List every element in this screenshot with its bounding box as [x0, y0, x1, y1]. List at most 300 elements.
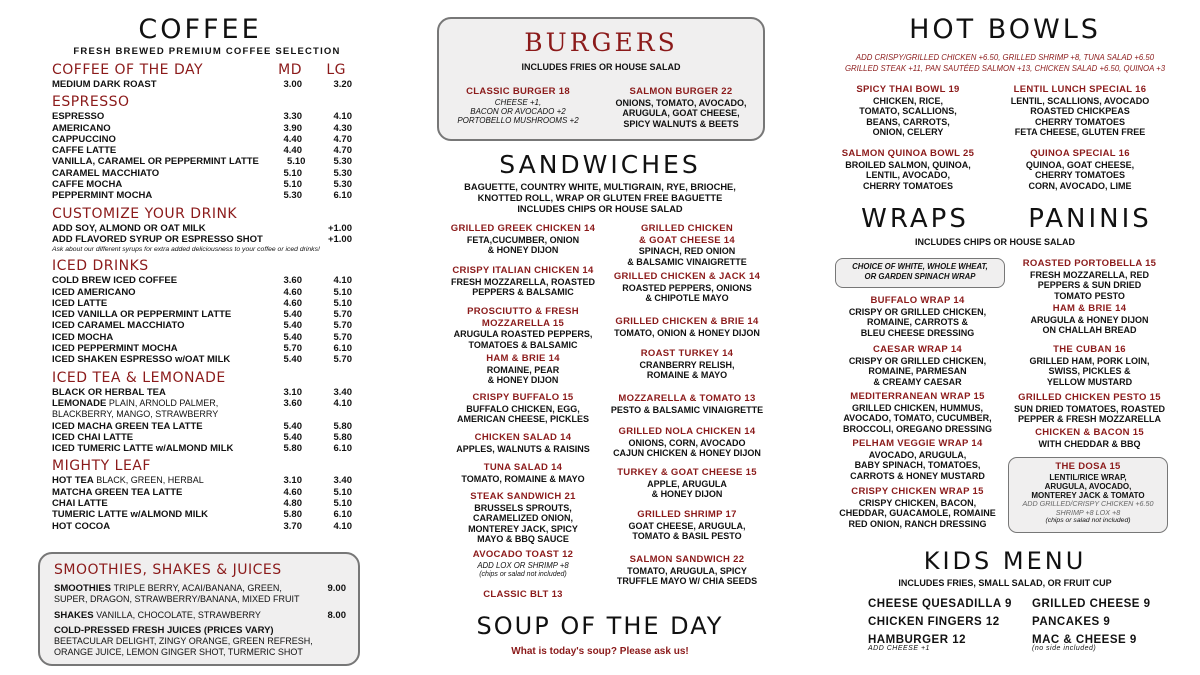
item-desc: CRISPY CHICKEN, BACON, CHEDDAR, GUACAMOLE, ROMAINE RED ONION, RANCH DRESSING	[839, 497, 996, 529]
item-label: ICED MACHA GREEN TEA LATTE	[52, 420, 203, 432]
price-md: 4.60	[283, 297, 302, 309]
price-md: 4.40	[283, 133, 302, 145]
item-name: ROASTED PORTOBELLA 15	[1022, 258, 1157, 269]
item-desc: TRIPLE BERRY, ACAI/BANANA, GREEN,	[113, 583, 282, 593]
price-lg: 5.10	[333, 498, 352, 510]
item-name	[52, 190, 252, 201]
menu-item	[597, 393, 777, 415]
item-name: TURKEY & GOAT CHEESE 15	[617, 467, 757, 478]
item-name: BUFFALO WRAP 14	[870, 295, 965, 306]
leaf-list	[52, 475, 352, 531]
item-label: CHAI LATTE	[52, 498, 108, 510]
menu-item	[830, 486, 1005, 529]
item-name: CHICKEN & BACON 15	[1035, 427, 1144, 438]
price-lg: 5.30	[333, 156, 352, 168]
item-name: PANCAKES 9	[1032, 616, 1111, 628]
item-label: ICED LATTE	[52, 297, 108, 309]
item-name: THE DOSA 15	[1055, 461, 1121, 472]
item-name: TUNA SALAD 14	[483, 462, 563, 473]
menu-item	[597, 223, 777, 267]
price-md: 3.00	[283, 79, 302, 90]
item-desc: PESTO & BALSAMIC VINAIGRETTE	[610, 404, 764, 415]
wrap-choice-box	[835, 258, 1005, 288]
price-md: 3.90	[283, 122, 302, 134]
item-note: ADD LOX OR SHRIMP +8	[477, 560, 569, 570]
item-name	[52, 298, 252, 309]
item-label: HOT TEA	[52, 475, 94, 487]
price-lg: 3.20	[333, 79, 352, 90]
iced-list	[52, 275, 352, 365]
item-name: SPICY THAI BOWL 19	[856, 84, 960, 95]
item-name: AVOCADO TOAST 12	[472, 549, 574, 560]
item-name: MEDIUM DARK ROAST	[52, 79, 157, 90]
item-label: LEMONADE	[52, 397, 107, 409]
menu-item	[433, 353, 613, 386]
price-lg: 5.10	[333, 286, 352, 298]
item-name: CLASSIC BLT 13	[483, 589, 563, 600]
kids-item	[1032, 616, 1110, 628]
menu-row	[52, 509, 352, 520]
menu-row	[52, 320, 352, 331]
item-name	[52, 354, 252, 365]
item-label: ICED SHAKEN ESPRESSO w/OAT MILK	[52, 354, 231, 366]
menu-row	[52, 287, 352, 298]
item-name: CRISPY CHICKEN WRAP 15	[851, 486, 984, 497]
item-desc: ARUGULA ROASTED PEPPERS, TOMATOES & BALSAMIC	[453, 329, 593, 350]
item-name: SALMON QUINOA BOWL 25	[841, 148, 975, 159]
price-md: 5.40	[283, 331, 302, 343]
item-name	[52, 123, 252, 134]
item-desc: FETA,CUCUMBER, ONION & HONEY DIJON	[466, 234, 580, 255]
item-name: SHAKES	[54, 609, 94, 621]
price-lg: 4.10	[333, 397, 352, 409]
item-name: QUINOA SPECIAL 16	[1030, 148, 1130, 159]
section-heading: ICED TEA & LEMONADE	[52, 369, 226, 386]
menu-item	[597, 509, 777, 542]
menu-row	[52, 156, 352, 167]
item-name: HAM & BRIE 14	[486, 353, 560, 364]
item-name: CHICKEN FINGERS 12	[868, 616, 1000, 628]
price-lg: 4.70	[333, 133, 352, 145]
item-name	[52, 111, 252, 122]
price-lg: 5.80	[333, 431, 352, 443]
item-desc: CRISPY OR GRILLED CHICKEN, ROMAINE, PARMESAN & CREAMY CAESAR	[848, 355, 987, 387]
price-lg: 5.10	[333, 486, 352, 498]
menu-item	[1002, 303, 1177, 336]
menu-row	[52, 145, 352, 156]
coffee-subtitle: FRESH BREWED PREMIUM COFFEE SELECTION	[73, 46, 341, 57]
item-desc: ONIONS, TOMATO, AVOCADO, ARUGULA, GOAT CHEESE, SPICY WALNUTS & BEETS	[615, 97, 747, 129]
menu-row	[52, 521, 352, 532]
price-lg: 6.10	[333, 190, 352, 202]
price-md: 3.10	[283, 475, 302, 487]
wraps-title: WRAPS	[861, 204, 969, 234]
menu-item	[433, 589, 613, 601]
menu-item	[823, 148, 993, 191]
price-lg: 5.70	[333, 309, 352, 321]
kids-item	[868, 616, 1000, 628]
menu-item	[830, 295, 1005, 338]
price-lg	[302, 409, 352, 420]
espresso-list	[52, 111, 352, 201]
item-desc: LENTIL/RICE WRAP, ARUGULA, AVOCADO, MONTEREY JACK & TOMATO	[1031, 472, 1145, 501]
menu-item	[433, 223, 613, 256]
bowls-addons	[820, 52, 1190, 74]
kids-item	[868, 598, 1012, 610]
menu-item-dosa	[1008, 461, 1168, 526]
item-desc: SPINACH, RED ONION & BALSAMIC VINAIGRETTE	[627, 246, 747, 267]
price-md: 3.70	[283, 520, 302, 532]
item-label: ICED AMERICANO	[52, 286, 136, 298]
item-name: CHEESE QUESADILLA 9	[868, 598, 1012, 610]
menu-row	[52, 387, 352, 398]
item-name: HAM & BRIE 14	[1052, 303, 1127, 314]
item-label: HOT COCOA	[52, 520, 111, 532]
section-heading: ESPRESSO	[52, 94, 130, 111]
item-desc: TOMATO, ARUGULA, SPICY TRUFFLE MAYO W/ CHIA SEEDS	[616, 565, 758, 586]
price-md: 5.80	[283, 443, 302, 455]
item-name: MAC & CHEESE 9	[1032, 634, 1137, 646]
item-name	[52, 309, 252, 320]
item-name: THE CUBAN 16	[1053, 344, 1126, 355]
item-name	[52, 134, 252, 145]
price-md: 5.40	[283, 309, 302, 321]
sandwiches-sub-line: BAGUETTE, COUNTRY WHITE, MULTIGRAIN, RYE, BRIOCHE,	[464, 182, 736, 192]
menu-item	[830, 438, 1005, 481]
price-md: 5.40	[283, 431, 302, 443]
menu-item	[433, 462, 613, 484]
item-name: COLD-PRESSED FRESH JUICES (PRICES VARY)	[54, 624, 274, 636]
item-label: VANILLA, CARAMEL OR PEPPERMINT LATTE	[52, 156, 259, 168]
price-lg: 5.80	[333, 420, 352, 432]
lg-label: LG	[326, 62, 346, 78]
item-desc: ORANGE JUICE, LEMON GINGER SHOT, TURMERIC SHOT	[54, 647, 303, 658]
kids-sub: INCLUDES FRIES, SMALL SALAD, OR FRUIT CUP	[898, 578, 1112, 588]
item-name: GRILLED NOLA CHICKEN 14	[618, 426, 756, 437]
price-md: 5.70	[283, 343, 302, 355]
price-lg: 4.10	[333, 111, 352, 123]
price-lg: 6.10	[333, 509, 352, 521]
menu-item	[433, 549, 613, 570]
item-name	[52, 343, 252, 354]
item-desc: ROASTED PEPPERS, ONIONS & CHIPOTLE MAYO	[622, 282, 752, 303]
item-desc: ONIONS, CORN, AVOCADO CAJUN CHICKEN & HONEY DIJON	[613, 437, 761, 458]
price: 8.00	[327, 609, 346, 621]
item-name: MOZZARELLA & TOMATO 13	[618, 393, 756, 404]
item-name: CRISPY BUFFALO 15	[472, 392, 574, 403]
item-label: MATCHA GREEN TEA LATTE	[52, 486, 183, 498]
soup-subtitle: What is today's soup? Please ask us!	[511, 646, 689, 657]
coffee-title: COFFEE	[138, 14, 262, 45]
section-heading: CUSTOMIZE YOUR DRINK	[52, 205, 238, 222]
item-desc: GOAT CHEESE, ARUGULA, TOMATO & BASIL PESTO	[628, 520, 746, 541]
price-lg: 6.10	[333, 343, 352, 355]
price-md: 5.30	[283, 190, 302, 202]
item-name	[52, 475, 252, 486]
menu-row	[54, 610, 346, 621]
soup-title: SOUP OF THE DAY	[476, 612, 724, 640]
price-lg: 5.70	[333, 354, 352, 366]
item-label: PEPPERMINT MOCHA	[52, 190, 153, 202]
menu-row	[52, 223, 352, 234]
price-lg: 5.30	[333, 167, 352, 179]
price: 9.00	[327, 583, 346, 594]
price-md: 5.40	[283, 320, 302, 332]
item-label: CAFFE LATTE	[52, 145, 117, 157]
item-desc: VANILLA, CHOCOLATE, STRAWBERRY	[96, 609, 261, 620]
item-desc: ARUGULA & HONEY DIJON ON CHALLAH BREAD	[1030, 314, 1149, 335]
hot-bowls-title: HOT BOWLS	[909, 14, 1101, 45]
item-name: GRILLED SHRIMP 17	[637, 509, 737, 520]
item-name	[52, 487, 252, 498]
burgers-subtitle: INCLUDES FRIES OR HOUSE SALAD	[521, 62, 681, 72]
menu-row	[54, 583, 346, 594]
item-name: GRILLED CHICKEN & GOAT CHEESE 14	[639, 223, 735, 246]
menu-row	[52, 111, 352, 122]
item-name: HAMBURGER 12	[868, 634, 967, 646]
cotd-header	[52, 62, 352, 79]
item-name	[52, 275, 252, 286]
menu-row	[52, 398, 352, 409]
item-label: ICED CARAMEL MACCHIATO	[52, 320, 185, 332]
price-md: 4.40	[283, 145, 302, 157]
price-lg: 3.40	[333, 386, 352, 398]
menu-row	[52, 475, 352, 486]
wrap-choice-text: CHOICE OF WHITE, WHOLE WHEAT, OR GARDEN SPINACH WRAP	[852, 262, 988, 281]
menu-row	[52, 332, 352, 343]
item-name: SALMON BURGER 22	[629, 86, 733, 97]
menu-item	[1002, 344, 1177, 387]
section-heading: SMOOTHIES, SHAKES & JUICES	[54, 562, 282, 578]
item-desc: CRANBERRY RELISH, ROMAINE & MAYO	[639, 359, 735, 380]
section-heading: COFFEE OF THE DAY	[52, 62, 204, 78]
price-md: 4.60	[283, 286, 302, 298]
item-desc: PLAIN, ARNOLD PALMER,	[106, 397, 219, 408]
item-desc: TOMATO, ROMAINE & MAYO	[461, 473, 585, 484]
price-lg: 6.10	[333, 443, 352, 455]
item-label: ESPRESSO	[52, 111, 105, 123]
item-label: ICED MOCHA	[52, 331, 114, 343]
item-name	[52, 156, 259, 167]
price-lg: 4.70	[333, 145, 352, 157]
customize-note: Ask about our different syrups for extra added deliciousness to your coffee or iced drinks!	[52, 246, 320, 254]
menu-item	[596, 86, 766, 129]
item-desc: GRILLED HAM, PORK LOIN, SWISS, PICKLES & YELLOW MUSTARD	[1029, 355, 1150, 387]
price-lg: 4.10	[333, 275, 352, 287]
md-label: MD	[278, 62, 302, 78]
price-md: 5.80	[283, 509, 302, 521]
item-name: CRISPY ITALIAN CHICKEN 14	[452, 265, 594, 276]
item-name: GRILLED CHICKEN PESTO 15	[1018, 392, 1161, 403]
price-md: 4.60	[283, 486, 302, 498]
menu-item	[433, 306, 613, 350]
item-note: (chips or salad not included)	[1045, 517, 1131, 525]
menu-row	[52, 343, 352, 354]
sandwiches-sub-line: KNOTTED ROLL, WRAP OR GLUTEN FREE BAGUETTE	[477, 192, 723, 203]
kids-title: KIDS MENU	[923, 547, 1087, 575]
menu-row	[52, 234, 352, 245]
item-name: ROAST TURKEY 14	[640, 348, 734, 359]
menu-item	[1002, 427, 1177, 449]
item-name	[52, 398, 252, 409]
price-md: 5.40	[283, 354, 302, 366]
item-name	[52, 179, 252, 190]
item-desc: APPLES, WALNUTS & RAISINS	[456, 443, 590, 454]
menu-item	[433, 432, 613, 454]
item-desc: BUFFALO CHICKEN, EGG, AMERICAN CHEESE, PICKLES	[456, 403, 590, 424]
item-desc: BROILED SALMON, QUINOA, LENTIL, AVOCADO, CHERRY TOMATOES	[845, 159, 971, 191]
item-desc: SUN DRIED TOMATOES, ROASTED PEPPER & FRESH MOZZARELLA	[1013, 403, 1165, 424]
menu-row	[52, 354, 352, 365]
paninis-title: PANINIS	[1028, 204, 1152, 234]
menu-row	[52, 190, 352, 201]
menu-item	[433, 86, 603, 125]
item-name	[52, 443, 252, 454]
item-desc: CHICKEN, RICE, TOMATO, SCALLIONS, BEANS, CARROTS, ONION, CELERY	[859, 95, 957, 137]
price-lg: 5.70	[333, 320, 352, 332]
item-name: GRILLED CHEESE 9	[1032, 598, 1151, 610]
item-desc: FRESH MOZZARELLA, RED PEPPERS & SUN DRIED TOMATO PESTO	[1030, 269, 1149, 301]
menu-item	[995, 84, 1165, 138]
item-name: PROSCIUTTO & FRESH MOZZARELLA 15	[467, 306, 579, 329]
price-lg: 5.70	[333, 331, 352, 343]
item-name: SALMON SANDWICH 22	[629, 554, 745, 565]
item-note: ADD CHEESE +1	[868, 645, 930, 652]
item-note: (no side included)	[1032, 645, 1097, 652]
price-md: 5.10	[286, 156, 306, 168]
menu-item	[597, 554, 777, 587]
item-desc: GRILLED CHICKEN, HUMMUS, AVOCADO, TOMATO, CUCUMBER, BROCCOLI, OREGANO DRESSING	[842, 402, 992, 434]
menu-item	[830, 391, 1005, 434]
item-label: COLD BREW ICED COFFEE	[52, 275, 178, 287]
menu-row	[52, 168, 352, 179]
price-md: 3.30	[283, 111, 302, 123]
item-name: CAESAR WRAP 14	[872, 344, 962, 355]
kids-item	[1032, 598, 1151, 610]
item-name	[52, 432, 252, 443]
section-heading: MIGHTY LEAF	[52, 458, 151, 475]
item-desc: APPLE, ARUGULA & HONEY DIJON	[647, 478, 727, 499]
item-name: GRILLED CHICKEN & BRIE 14	[615, 316, 759, 327]
item-label: ICED PEPPERMINT MOCHA	[52, 343, 178, 355]
item-name: ADD FLAVORED SYRUP OR ESPRESSO SHOT	[52, 233, 263, 245]
item-name	[52, 320, 252, 331]
price-md: 3.60	[283, 275, 302, 287]
item-desc: TOMATO, ONION & HONEY DIJON	[614, 327, 760, 338]
price-lg: 4.10	[333, 520, 352, 532]
menu-row	[52, 79, 352, 90]
item-name: PELHAM VEGGIE WRAP 14	[852, 438, 983, 449]
item-name: CLASSIC BURGER 18	[466, 86, 570, 97]
item-desc: AVOCADO, ARUGULA, BABY SPINACH, TOMATOES, CARROTS & HONEY MUSTARD	[850, 449, 985, 481]
item-desc: BRUSSELS SPROUTS, CARAMELIZED ONION, MONTEREY JACK, SPICY MAYO & BBQ SAUCE	[468, 502, 578, 544]
smoothies-box	[38, 552, 360, 666]
item-label: CARAMEL MACCHIATO	[52, 167, 160, 179]
price: +1.00	[327, 233, 352, 245]
item-label: ICED CHAI LATTE	[52, 431, 134, 443]
menu-row	[52, 421, 352, 432]
item-name	[52, 332, 252, 343]
price-md: 4.80	[283, 498, 302, 510]
menu-item	[433, 491, 613, 545]
menu-row	[52, 275, 352, 286]
item-desc: LENTIL, SCALLIONS, AVOCADO ROASTED CHICKPEAS CHERRY TOMATOES FETA CHEESE, GLUTEN FREE	[1010, 95, 1150, 137]
item-name: SMOOTHIES	[54, 583, 112, 594]
item-name	[52, 498, 252, 509]
price-md: 3.60	[283, 397, 302, 409]
item-name: MEDITERRANEAN WRAP 15	[850, 391, 985, 402]
item-desc: BEETACULAR DELIGHT, ZINGY ORANGE, GREEN REFRESH,	[54, 636, 313, 647]
item-note: ADD GRILLED/CRISPY CHICKEN +6.50 SHRIMP +8 LOX +8	[1022, 499, 1154, 517]
item-label: BLACK OR HERBAL TEA	[52, 386, 166, 398]
item-desc: CRISPY OR GRILLED CHICKEN, ROMAINE, CARROTS & BLEU CHEESE DRESSING	[848, 306, 987, 338]
item-name: ADD SOY, ALMOND OR OAT MILK	[52, 222, 206, 234]
tea-list	[52, 387, 352, 455]
item-label: ICED TUMERIC LATTE w/ALMOND MILK	[52, 443, 234, 455]
price-md	[252, 409, 302, 420]
price-lg: 5.30	[333, 179, 352, 191]
item-label: CAFFE MOCHA	[52, 179, 123, 191]
menu-row	[52, 298, 352, 309]
item-name	[52, 168, 252, 179]
sandwiches-title: SANDWICHES	[499, 150, 701, 179]
item-desc: BLACKBERRY, MANGO, STRAWBERRY	[52, 409, 219, 420]
price-lg: 4.30	[333, 122, 352, 134]
menu-item	[995, 148, 1165, 191]
item-name	[52, 387, 252, 398]
menu-item	[433, 392, 613, 425]
kids-item	[868, 634, 966, 652]
menu-item	[1002, 258, 1177, 301]
menu-item	[597, 467, 777, 500]
bowls-addon-line: ADD CRISPY/GRILLED CHICKEN +6.50, GRILLED SHRIMP +8, TUNA SALAD +6.50	[855, 53, 1155, 62]
price-md: 5.10	[283, 179, 302, 191]
item-name	[52, 287, 252, 298]
menu-item	[597, 426, 777, 459]
item-name: GRILLED CHICKEN & JACK 14	[613, 271, 761, 282]
menu-row	[52, 179, 352, 190]
price: +1.00	[327, 222, 352, 234]
menu-row	[52, 409, 352, 420]
item-name	[52, 421, 252, 432]
item-name	[52, 409, 252, 420]
item-name: LENTIL LUNCH SPECIAL 16	[1013, 84, 1147, 95]
menu-row	[52, 134, 352, 145]
menu-row	[52, 432, 352, 443]
item-name: CHICKEN SALAD 14	[474, 432, 572, 443]
menu-item	[823, 84, 993, 138]
item-name	[52, 145, 252, 156]
coffee-section	[52, 62, 352, 532]
bowls-addon-line: GRILLED STEAK +11, PAN SAUTÉED SALMON +13, CHICKEN SALAD +6.50, QUINOA +3	[844, 64, 1166, 73]
menu-item	[433, 265, 613, 298]
item-name	[52, 509, 252, 520]
menu-row	[52, 498, 352, 509]
item-desc: CHEESE +1, BACON OR AVOCADO +2 PORTOBELLO MUSHROOMS +2	[457, 97, 579, 125]
menu-item	[597, 348, 777, 381]
menu-item	[597, 316, 777, 338]
menu-row	[52, 123, 352, 134]
item-name: STEAK SANDWICH 21	[470, 491, 576, 502]
menu-item	[830, 344, 1005, 387]
wraps-sub: INCLUDES CHIPS OR HOUSE SALAD	[914, 237, 1075, 247]
item-label: CAPPUCCINO	[52, 133, 116, 145]
item-desc: WITH CHEDDAR & BBQ	[1038, 438, 1141, 449]
price-md: 5.40	[283, 420, 302, 432]
price-md: 5.10	[283, 167, 302, 179]
item-label: TUMERIC LATTE w/ALMOND MILK	[52, 509, 209, 521]
item-name	[52, 521, 252, 532]
